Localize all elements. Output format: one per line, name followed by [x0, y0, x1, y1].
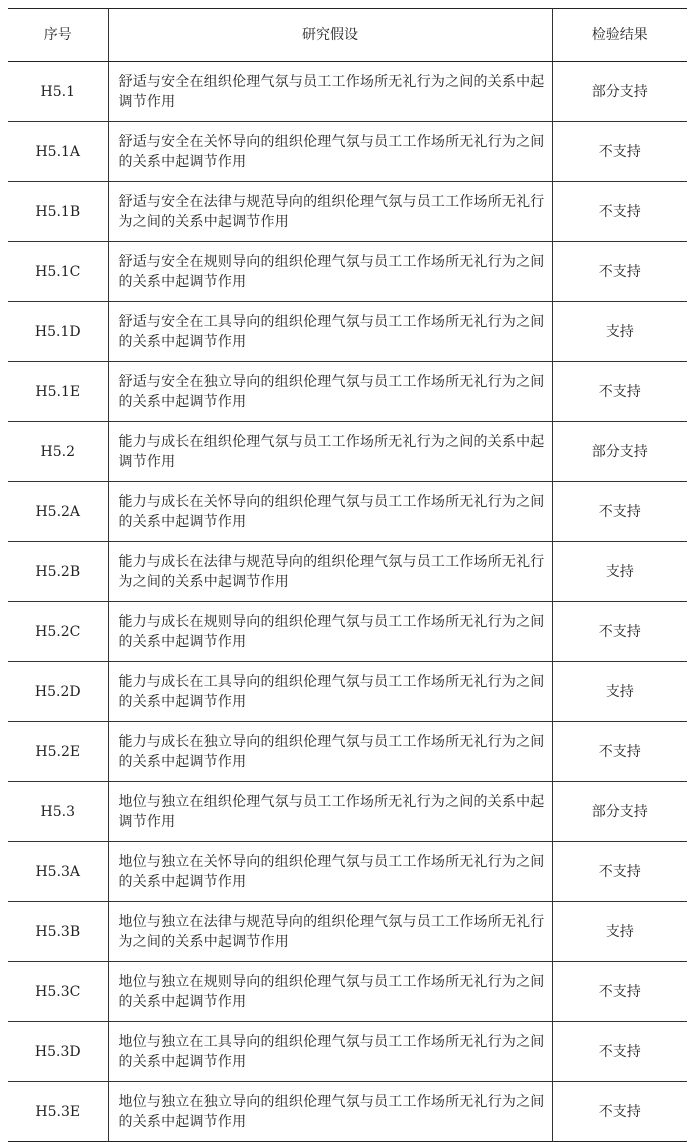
hypothesis-table-wrapper: [8, 8, 687, 1142]
row-id-cell: H5.2B: [8, 542, 108, 602]
row-id-cell: H5.3: [8, 782, 108, 842]
row-result-cell: 部分支持: [552, 62, 687, 122]
header-hypothesis: 研究假设: [108, 9, 552, 62]
row-id-cell: H5.3B: [8, 902, 108, 962]
row-hypothesis-cell: 舒适与安全在规则导向的组织伦理气氛与员工工作场所无礼行为之间的关系中起调节作用: [108, 242, 552, 302]
row-result-cell: 不支持: [552, 242, 687, 302]
row-result-cell: 不支持: [552, 122, 687, 182]
table-row: [8, 62, 687, 122]
row-hypothesis-cell: 地位与独立在组织伦理气氛与员工工作场所无礼行为之间的关系中起调节作用: [108, 782, 552, 842]
row-hypothesis-cell: 地位与独立在独立导向的组织伦理气氛与员工工作场所无礼行为之间的关系中起调节作用: [108, 1082, 552, 1142]
row-hypothesis-cell: 地位与独立在工具导向的组织伦理气氛与员工工作场所无礼行为之间的关系中起调节作用: [108, 1022, 552, 1082]
row-id-cell: H5.2E: [8, 722, 108, 782]
header-id: 序号: [8, 9, 108, 62]
header-row: [8, 9, 687, 62]
row-hypothesis-cell: 舒适与安全在法律与规范导向的组织伦理气氛与员工工作场所无礼行为之间的关系中起调节作用: [108, 182, 552, 242]
row-result-cell: 支持: [552, 662, 687, 722]
row-result-cell: 不支持: [552, 362, 687, 422]
table-row: [8, 782, 687, 842]
row-id-cell: H5.1: [8, 62, 108, 122]
row-result-cell: 支持: [552, 902, 687, 962]
table-row: [8, 482, 687, 542]
row-result-cell: 不支持: [552, 182, 687, 242]
row-hypothesis-cell: 能力与成长在关怀导向的组织伦理气氛与员工工作场所无礼行为之间的关系中起调节作用: [108, 482, 552, 542]
row-id-cell: H5.1D: [8, 302, 108, 362]
table-body: [8, 62, 687, 1142]
row-hypothesis-cell: 能力与成长在工具导向的组织伦理气氛与员工工作场所无礼行为之间的关系中起调节作用: [108, 662, 552, 722]
table-row: [8, 302, 687, 362]
row-id-cell: H5.1C: [8, 242, 108, 302]
row-id-cell: H5.3A: [8, 842, 108, 902]
header-result: 检验结果: [552, 9, 687, 62]
table-row: [8, 362, 687, 422]
row-hypothesis-cell: 舒适与安全在工具导向的组织伦理气氛与员工工作场所无礼行为之间的关系中起调节作用: [108, 302, 552, 362]
row-id-cell: H5.2A: [8, 482, 108, 542]
row-result-cell: 不支持: [552, 1022, 687, 1082]
table-row: [8, 602, 687, 662]
row-hypothesis-cell: 地位与独立在规则导向的组织伦理气氛与员工工作场所无礼行为之间的关系中起调节作用: [108, 962, 552, 1022]
row-result-cell: 不支持: [552, 722, 687, 782]
row-id-cell: H5.1A: [8, 122, 108, 182]
table-row: [8, 422, 687, 482]
hypothesis-results-table: [8, 8, 687, 1142]
row-result-cell: 部分支持: [552, 422, 687, 482]
row-result-cell: 支持: [552, 542, 687, 602]
row-id-cell: H5.3E: [8, 1082, 108, 1142]
table-row: [8, 962, 687, 1022]
row-id-cell: H5.3D: [8, 1022, 108, 1082]
table-row: [8, 1022, 687, 1082]
row-result-cell: 不支持: [552, 1082, 687, 1142]
row-hypothesis-cell: 能力与成长在法律与规范导向的组织伦理气氛与员工工作场所无礼行为之间的关系中起调节作用: [108, 542, 552, 602]
row-result-cell: 支持: [552, 302, 687, 362]
row-hypothesis-cell: 能力与成长在规则导向的组织伦理气氛与员工工作场所无礼行为之间的关系中起调节作用: [108, 602, 552, 662]
table-row: [8, 122, 687, 182]
row-id-cell: H5.1B: [8, 182, 108, 242]
row-hypothesis-cell: 舒适与安全在组织伦理气氛与员工工作场所无礼行为之间的关系中起调节作用: [108, 62, 552, 122]
row-hypothesis-cell: 舒适与安全在独立导向的组织伦理气氛与员工工作场所无礼行为之间的关系中起调节作用: [108, 362, 552, 422]
row-id-cell: H5.3C: [8, 962, 108, 1022]
table-row: [8, 722, 687, 782]
table-header: [8, 9, 687, 62]
row-hypothesis-cell: 舒适与安全在关怀导向的组织伦理气氛与员工工作场所无礼行为之间的关系中起调节作用: [108, 122, 552, 182]
row-result-cell: 不支持: [552, 842, 687, 902]
table-row: [8, 182, 687, 242]
row-result-cell: 不支持: [552, 962, 687, 1022]
row-id-cell: H5.2: [8, 422, 108, 482]
row-id-cell: H5.2D: [8, 662, 108, 722]
row-id-cell: H5.2C: [8, 602, 108, 662]
row-hypothesis-cell: 能力与成长在组织伦理气氛与员工工作场所无礼行为之间的关系中起调节作用: [108, 422, 552, 482]
table-row: [8, 902, 687, 962]
row-result-cell: 不支持: [552, 602, 687, 662]
row-id-cell: H5.1E: [8, 362, 108, 422]
row-result-cell: 不支持: [552, 482, 687, 542]
table-row: [8, 242, 687, 302]
table-row: [8, 542, 687, 602]
row-hypothesis-cell: 地位与独立在关怀导向的组织伦理气氛与员工工作场所无礼行为之间的关系中起调节作用: [108, 842, 552, 902]
table-row: [8, 842, 687, 902]
row-hypothesis-cell: 能力与成长在独立导向的组织伦理气氛与员工工作场所无礼行为之间的关系中起调节作用: [108, 722, 552, 782]
table-row: [8, 662, 687, 722]
row-result-cell: 部分支持: [552, 782, 687, 842]
table-row: [8, 1082, 687, 1142]
row-hypothesis-cell: 地位与独立在法律与规范导向的组织伦理气氛与员工工作场所无礼行为之间的关系中起调节作用: [108, 902, 552, 962]
